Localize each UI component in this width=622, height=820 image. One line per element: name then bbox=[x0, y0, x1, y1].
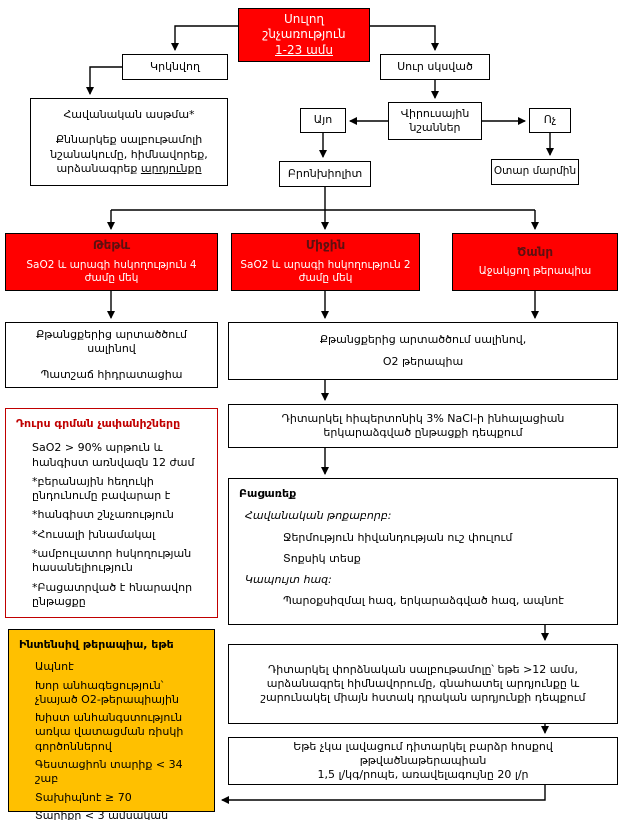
yes-box bbox=[300, 108, 346, 133]
pneumonia-item: Ջերմություն հիվանդության ուշ փուլում bbox=[283, 530, 513, 544]
mild-care-box bbox=[5, 322, 218, 388]
severity-moderate-title: Միջին bbox=[305, 238, 346, 253]
viral-signs-line2: նշաններ bbox=[409, 121, 461, 134]
discharge-item: SaO2 > 90% արթուն և հանգիստ առնվազն 12 ժամ bbox=[32, 441, 195, 469]
discharge-criteria-box bbox=[5, 408, 218, 618]
severity-moderate-body: SaO2 և արագի հսկողություն 2 ժամը մեկ bbox=[240, 258, 411, 285]
severity-mild-box bbox=[5, 233, 218, 291]
hypertonic-nacl-box bbox=[228, 404, 618, 448]
intensive-therapy-item: Խիստ անհանգստություն առկա վատացման ռիսկի գործոններով bbox=[35, 711, 184, 753]
asthma-line3-underlined: արդյունքը bbox=[140, 161, 202, 175]
intensive-therapy-item: Տախիպնոէ ≥ 70 bbox=[35, 790, 132, 804]
salbutamol-trial-text: Դիտարկել փորձնական սալբութամոլը՝ եթե >12 ամս, արձանագրել հիմնավորումը, գնահատել արդյունքը և շարունակել միայն հստակ դրական արդյունքի դեպքում bbox=[260, 662, 586, 705]
high-flow-oxygen-box bbox=[228, 737, 618, 785]
bronchiolitis-label: Բրոնխիոլիտ bbox=[287, 166, 363, 180]
pertussis-item: Պարօքսիզմալ հազ, երկարաձգված հազ, ապնոէ bbox=[283, 594, 564, 608]
severity-mild-title: Թեթև bbox=[92, 238, 131, 253]
recurrent-label: Կրկնվող bbox=[150, 59, 200, 73]
discharge-criteria-title: Դուրս գրման չափանիշները bbox=[16, 417, 181, 430]
intensive-therapy-title: Ինտենսիվ թերապիա, եթե bbox=[19, 638, 174, 651]
no-label: Ոչ bbox=[543, 113, 557, 127]
acute-onset-box bbox=[380, 54, 490, 80]
probable-asthma-box bbox=[30, 98, 228, 186]
wheeze-line1: Սուլող bbox=[283, 11, 325, 26]
severity-mild-body: SaO2 և արագի հսկողություն 4 ժամը մեկ bbox=[26, 258, 197, 285]
intensive-therapy-item: Ապնոէ bbox=[35, 660, 74, 674]
discharge-item: *բերանային հեղուկի ընդունումը բավարար է bbox=[32, 474, 171, 503]
discharge-item: *Բացատրված է հնարավոր ընթացքը bbox=[32, 580, 193, 608]
hypertonic-nacl-text: Դիտարկել հիպերտոնիկ 3% NaCl-ի ինհալացիան երկարաձգված ընթացքի դեպքում bbox=[281, 411, 565, 439]
mild-care-line2: Պատշաճ հիդրատացիա bbox=[40, 367, 183, 381]
pneumonia-label: Հավանական թոքաբորբ: bbox=[245, 509, 392, 523]
standard-care-line1: Քթանցքերից արտածծում սալինով, bbox=[319, 333, 527, 347]
intensive-therapy-item: Տարիքը < 3 ամսական bbox=[35, 808, 169, 820]
asthma-line3 bbox=[56, 162, 201, 176]
standard-care-box bbox=[228, 322, 618, 380]
no-box bbox=[529, 108, 571, 133]
high-flow-line2: 1,5 լ/կգ/րոպե, առավելագույնը 20 լ/ր bbox=[317, 768, 529, 782]
high-flow-line1: Եթե չկա լավացում դիտարկել բարձր հոսքով թթվածնաթերապիան bbox=[293, 739, 553, 767]
wheeze-age-range: 1-23 ամս bbox=[275, 42, 333, 57]
intensive-therapy-item: Խոր անհագեցություն՝ չնայած O2-թերապիային bbox=[35, 678, 179, 706]
exclude-box bbox=[228, 478, 618, 625]
pneumonia-item: Տոքսիկ տեսք bbox=[283, 551, 361, 565]
severity-severe-body: Աջակցող թերապիա bbox=[478, 265, 592, 278]
salbutamol-trial-box bbox=[228, 644, 618, 724]
yes-label: Այո bbox=[313, 113, 333, 127]
severity-severe-box bbox=[452, 233, 618, 291]
discharge-item: *Հուսալի խնամակալ bbox=[32, 527, 156, 541]
discharge-item: *հանգիստ շնչառություն bbox=[32, 508, 174, 522]
standard-care-line2: O2 թերապիա bbox=[382, 354, 464, 368]
intensive-therapy-item: Գեստացիոն տարիք < 34 շաբ bbox=[35, 758, 183, 786]
viral-signs-box bbox=[388, 102, 482, 140]
bronchiolitis-box bbox=[279, 161, 371, 187]
foreign-body-box bbox=[491, 159, 579, 185]
foreign-body-label: Օտար մարմին bbox=[493, 165, 577, 178]
viral-signs-line1: Վիրուսային bbox=[400, 106, 470, 120]
asthma-line2: նշանակումը, հիմնավորեք, bbox=[50, 147, 208, 161]
wheeze-line2: շնչառություն bbox=[262, 27, 346, 42]
pertussis-label: Կապույտ հազ: bbox=[245, 573, 332, 587]
asthma-line3-text: արձանագրեք bbox=[56, 161, 141, 175]
asthma-line1: Քննարկեք սալբութամոլի bbox=[55, 133, 203, 147]
acute-onset-label: Սուր սկսված bbox=[397, 59, 473, 73]
severity-moderate-box bbox=[231, 233, 420, 291]
severity-severe-title: Ծանր bbox=[516, 244, 554, 259]
exclude-title: Բացառեք bbox=[239, 487, 297, 500]
intensive-therapy-box bbox=[8, 629, 215, 820]
discharge-item: *ամբուլատոր հսկողության հասանելիություն bbox=[32, 547, 192, 575]
wheeze-title-box bbox=[238, 8, 370, 62]
asthma-title: Հավանական ասթմա* bbox=[63, 107, 195, 121]
recurrent-box bbox=[122, 54, 228, 80]
mild-care-line1: Քթանցքերից արտածծում սալինով bbox=[35, 328, 187, 356]
